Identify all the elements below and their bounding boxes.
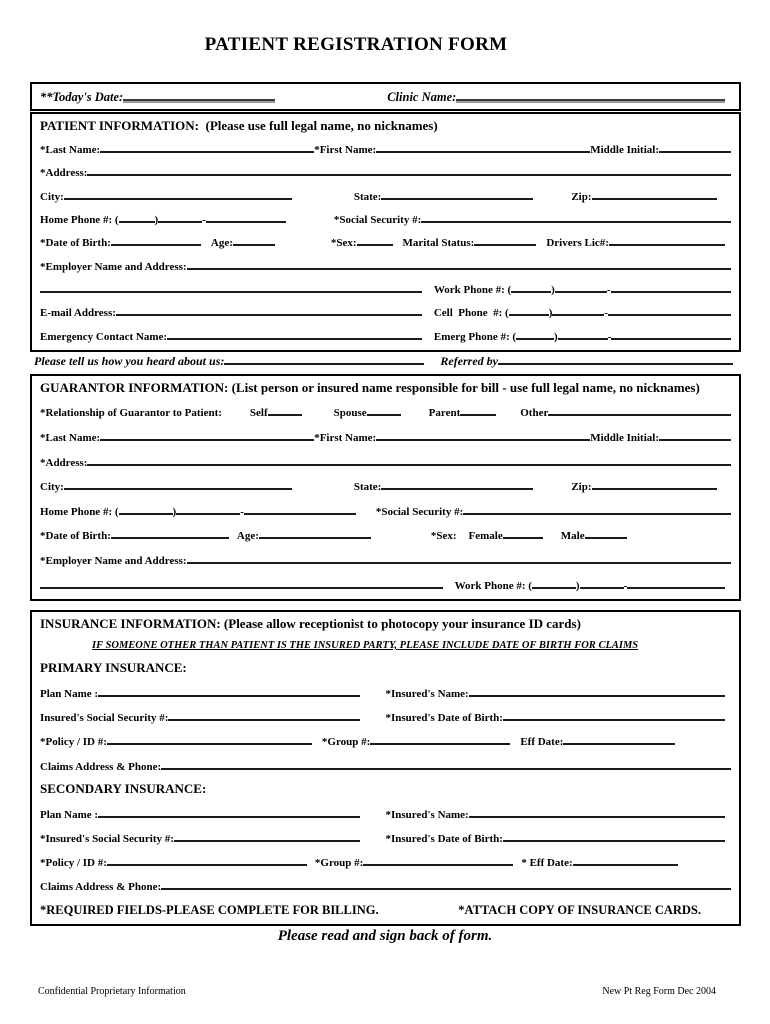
field-label: Middle Initial: xyxy=(590,144,659,157)
spacer xyxy=(302,415,334,416)
spacer xyxy=(422,292,434,293)
field-label: *Employer Name and Address: xyxy=(40,555,187,568)
blank-line[interactable] xyxy=(259,526,371,539)
field-label: *Last Name: xyxy=(40,144,101,157)
field-label: Work Phone #: ( xyxy=(454,579,532,592)
spacer xyxy=(360,696,386,697)
form-row xyxy=(40,88,731,105)
form-row xyxy=(40,708,731,725)
blank-line[interactable] xyxy=(187,551,731,564)
field-label: Plan Name : xyxy=(40,808,99,821)
spacer xyxy=(536,245,546,246)
form-row xyxy=(40,829,731,846)
form-row xyxy=(40,477,731,494)
blank-line[interactable] xyxy=(87,163,731,176)
field-label: Middle Initial: xyxy=(590,431,659,444)
blank-line[interactable] xyxy=(627,576,725,589)
blank-line[interactable] xyxy=(498,352,733,365)
field-label: Insured's Social Security #: xyxy=(40,712,169,724)
form-row xyxy=(40,257,731,274)
blank-line[interactable] xyxy=(363,853,513,866)
form-row xyxy=(40,902,731,918)
blank-line[interactable] xyxy=(187,257,731,270)
spacer xyxy=(457,538,469,539)
field-label: State: xyxy=(353,190,382,203)
blank-line[interactable] xyxy=(585,526,627,539)
field-label: ) xyxy=(548,307,553,320)
field-label: - xyxy=(202,214,206,227)
field-group xyxy=(40,708,386,725)
patient-information-section xyxy=(30,112,741,352)
field-label: *Address: xyxy=(40,456,88,469)
form-row xyxy=(40,502,731,519)
footer-left-text: Confidential Proprietary Information xyxy=(38,986,186,997)
spacer xyxy=(401,415,429,416)
insurance-information-section xyxy=(30,610,741,926)
field-group xyxy=(40,805,386,822)
field-label: *Group #: xyxy=(314,857,364,870)
field-label: *Sex: xyxy=(330,237,357,250)
field-group xyxy=(40,576,455,589)
form-row xyxy=(40,576,731,593)
blank-line[interactable] xyxy=(64,187,292,200)
spacer xyxy=(422,339,434,340)
form-row xyxy=(40,403,731,420)
spacer xyxy=(533,199,571,200)
field-group xyxy=(434,327,731,344)
form-row xyxy=(40,551,731,568)
field-label: Drivers Lic#: xyxy=(546,237,609,250)
spacer xyxy=(701,913,731,914)
blank-line[interactable] xyxy=(119,210,155,223)
form-row xyxy=(40,453,731,470)
field-label: City: xyxy=(40,481,64,494)
form-row xyxy=(40,140,731,157)
field-label: *Date of Birth: xyxy=(40,530,111,543)
spacer xyxy=(422,315,434,316)
blank-line[interactable] xyxy=(40,576,443,589)
blank-line[interactable] xyxy=(370,732,510,745)
field-label: Home Phone #: ( xyxy=(40,214,119,227)
blank-line[interactable] xyxy=(563,732,675,745)
form-row xyxy=(40,684,731,701)
form-row xyxy=(40,163,731,180)
blank-line[interactable] xyxy=(609,233,725,246)
field-label: *Address: xyxy=(40,167,88,180)
spacer xyxy=(543,538,561,539)
spacer xyxy=(725,245,731,246)
field-label: Eff Date: xyxy=(520,736,564,749)
spacer xyxy=(286,222,334,223)
blank-line[interactable] xyxy=(555,280,607,293)
blank-line[interactable] xyxy=(376,428,590,441)
field-label: Home Phone #: ( xyxy=(40,505,119,518)
spacer xyxy=(510,744,520,745)
blank-line[interactable] xyxy=(244,502,356,515)
field-group xyxy=(386,684,732,701)
spacer xyxy=(371,538,431,539)
field-label: Male xyxy=(560,530,585,543)
field-label: *Insured's Name: xyxy=(385,808,469,821)
blank-line[interactable] xyxy=(206,210,286,223)
blank-line[interactable] xyxy=(516,327,554,340)
form-row xyxy=(40,187,731,204)
spacer xyxy=(307,865,315,866)
field-group xyxy=(40,829,386,846)
form-row xyxy=(40,781,731,798)
spacer xyxy=(717,199,731,200)
blank-line[interactable] xyxy=(421,210,731,223)
sign-back-note: Please read and sign back of form. xyxy=(277,928,493,944)
field-label: - xyxy=(606,284,611,296)
field-label: Female xyxy=(468,530,503,543)
field-label: PRIMARY INSURANCE: xyxy=(40,659,187,675)
spacer xyxy=(275,245,331,246)
blank-line[interactable] xyxy=(64,477,292,490)
field-label: *Social Security #: xyxy=(333,214,422,227)
blank-line[interactable] xyxy=(469,805,725,818)
field-group xyxy=(386,829,732,846)
blank-line[interactable] xyxy=(474,233,536,246)
field-label: *First Name: xyxy=(314,144,377,157)
spacer xyxy=(533,489,571,490)
spacer xyxy=(678,865,731,866)
spacer xyxy=(725,100,731,101)
spacer xyxy=(275,100,387,101)
spacer xyxy=(725,841,731,842)
blank-line[interactable] xyxy=(381,477,533,490)
field-group xyxy=(40,280,434,293)
field-group xyxy=(40,327,434,344)
blank-line[interactable] xyxy=(511,280,551,293)
spacer xyxy=(312,744,322,745)
field-label: Marital Status: xyxy=(402,237,475,250)
blank-line[interactable] xyxy=(168,708,359,721)
blank-line[interactable] xyxy=(460,403,496,416)
blank-line[interactable] xyxy=(161,877,731,890)
field-label: Zip: xyxy=(571,190,592,203)
spacer xyxy=(717,489,731,490)
field-label: - xyxy=(604,307,609,320)
spacer xyxy=(725,588,731,589)
spacer xyxy=(360,841,386,842)
field-label: *Group #: xyxy=(321,736,371,749)
field-label: Spouse xyxy=(333,407,367,420)
blank-line[interactable] xyxy=(611,280,731,293)
field-label: IF SOMEONE OTHER THAN PATIENT IS THE INSURED PARTY, PLEASE INCLUDE DATE OF BIRTH FOR CLAIMS xyxy=(92,639,639,651)
field-label: *Sex: xyxy=(430,530,457,543)
field-label: *Last Name: xyxy=(40,431,101,444)
insurance-section-header: INSURANCE INFORMATION: (Please allow receptionist to photocopy your insurance ID cards) xyxy=(40,616,581,631)
field-label: *Relationship of Guarantor to Patient: xyxy=(40,407,222,420)
field-label: City: xyxy=(40,190,64,203)
field-label: *Policy / ID #: xyxy=(40,857,107,870)
blank-line[interactable] xyxy=(611,327,731,340)
field-label: *Date of Birth: xyxy=(40,237,111,250)
field-label: ) xyxy=(172,505,177,518)
blank-line[interactable] xyxy=(116,303,422,316)
blank-line[interactable] xyxy=(509,303,549,316)
field-group xyxy=(455,576,731,593)
field-label: Claims Address & Phone: xyxy=(40,760,162,773)
blank-line[interactable] xyxy=(552,303,604,316)
blank-line[interactable] xyxy=(107,853,307,866)
field-label: Clinic Name: xyxy=(387,89,457,104)
blank-line[interactable] xyxy=(111,233,201,246)
field-label: *First Name: xyxy=(314,431,377,444)
blank-line[interactable] xyxy=(40,280,422,293)
spacer xyxy=(513,865,521,866)
blank-line[interactable] xyxy=(503,829,725,842)
spacer xyxy=(201,245,211,246)
field-group xyxy=(40,303,434,320)
blank-line[interactable] xyxy=(100,428,314,441)
blank-line[interactable] xyxy=(224,352,424,365)
field-label: *REQUIRED FIELDS-PLEASE COMPLETE FOR BILLING. xyxy=(40,902,379,917)
field-label: ) xyxy=(575,579,580,592)
field-label: Parent xyxy=(428,407,461,420)
blank-line[interactable] xyxy=(608,303,731,316)
blank-line[interactable] xyxy=(592,477,717,490)
field-label: - xyxy=(240,505,244,518)
blank-line[interactable] xyxy=(376,140,590,153)
field-label: Plan Name : xyxy=(40,687,99,700)
form-row xyxy=(40,639,731,653)
spacer xyxy=(443,588,455,589)
field-label: *Social Security #: xyxy=(375,505,464,518)
field-label: *Policy / ID #: xyxy=(40,736,107,749)
field-label: Age: xyxy=(236,530,259,543)
blank-line[interactable] xyxy=(381,187,533,200)
blank-line[interactable] xyxy=(367,403,401,416)
field-label: Emerg Phone #: ( xyxy=(433,330,517,343)
form-row xyxy=(40,805,731,822)
form-row xyxy=(40,526,731,543)
field-label: Referred by xyxy=(440,354,499,368)
form-row xyxy=(40,877,731,894)
field-label: * Eff Date: xyxy=(521,857,573,870)
form-row xyxy=(40,732,731,749)
field-label: ) xyxy=(154,214,159,227)
spacer xyxy=(292,199,354,200)
field-label: *Insured's Social Security #: xyxy=(40,832,174,845)
blank-line[interactable] xyxy=(503,708,725,721)
blank-line[interactable] xyxy=(111,526,229,539)
field-label: **Today's Date: xyxy=(40,89,124,104)
blank-line[interactable] xyxy=(558,327,608,340)
blank-line[interactable] xyxy=(503,526,543,539)
field-group xyxy=(434,280,731,297)
spacer xyxy=(292,489,354,490)
spacer xyxy=(496,415,520,416)
field-label: Age: xyxy=(210,237,233,250)
form-row xyxy=(40,280,731,297)
blank-line[interactable] xyxy=(532,576,576,589)
form-row xyxy=(40,428,731,445)
form-row xyxy=(40,233,731,250)
form-row xyxy=(40,210,731,227)
field-label: Zip: xyxy=(571,481,592,494)
spacer xyxy=(360,817,386,818)
field-label: Emergency Contact Name: xyxy=(40,330,168,343)
heard-about-us-row xyxy=(30,352,741,370)
field-group xyxy=(386,805,732,822)
blank-line[interactable] xyxy=(98,805,359,818)
spacer xyxy=(725,817,731,818)
spacer xyxy=(222,415,250,416)
blank-line[interactable] xyxy=(548,403,731,416)
field-label: *Insured's Date of Birth: xyxy=(385,832,503,845)
date-clinic-box xyxy=(30,82,741,111)
blank-line[interactable] xyxy=(573,853,678,866)
field-label: Work Phone #: ( xyxy=(433,284,512,296)
field-label: *Insured's Date of Birth: xyxy=(385,712,503,724)
blank-line[interactable] xyxy=(87,453,731,466)
blank-line[interactable] xyxy=(100,140,314,153)
field-label: ) xyxy=(551,284,555,296)
field-label: E-mail Address: xyxy=(40,307,116,320)
field-group xyxy=(40,684,386,701)
field-label: - xyxy=(607,330,612,343)
spacer xyxy=(424,364,440,365)
blank-line[interactable] xyxy=(119,502,173,515)
spacer xyxy=(725,720,731,721)
form-row xyxy=(40,757,731,774)
field-label: Self xyxy=(249,407,268,420)
spacer xyxy=(627,538,667,539)
field-label: ) xyxy=(554,330,558,343)
blank-line[interactable] xyxy=(158,210,202,223)
spacer xyxy=(379,913,459,914)
blank-line[interactable] xyxy=(98,684,359,697)
field-label: Cell Phone #: ( xyxy=(433,307,509,320)
blank-line[interactable] xyxy=(580,576,624,589)
blank-line[interactable] xyxy=(174,829,360,842)
form-row xyxy=(40,853,731,870)
field-label: State: xyxy=(353,481,382,494)
guarantor-information-section xyxy=(30,374,741,601)
spacer xyxy=(229,538,237,539)
spacer xyxy=(393,245,403,246)
blank-line[interactable] xyxy=(107,732,312,745)
page-footer xyxy=(38,986,716,997)
blank-line[interactable] xyxy=(456,88,725,101)
spacer xyxy=(733,364,737,365)
field-label: *Employer Name and Address: xyxy=(40,260,187,273)
blank-line[interactable] xyxy=(167,327,422,340)
blank-line[interactable] xyxy=(123,88,275,101)
blank-line[interactable] xyxy=(592,187,717,200)
field-label: Claims Address & Phone: xyxy=(40,881,162,894)
patient-section-header: PATIENT INFORMATION: (Please use full legal name, no nicknames) xyxy=(40,118,438,133)
spacer xyxy=(725,696,731,697)
field-label: *Insured's Name: xyxy=(385,687,469,700)
form-row xyxy=(40,660,731,677)
footer-right-text: New Pt Reg Form Dec 2004 xyxy=(602,986,716,997)
field-group xyxy=(386,708,732,725)
form-row xyxy=(34,352,737,370)
field-group xyxy=(434,303,731,320)
field-label: Other xyxy=(520,407,549,420)
form-row xyxy=(40,327,731,344)
spacer xyxy=(675,744,731,745)
guarantor-section-header: GUARANTOR INFORMATION: (List person or insured name responsible for bill - use full legal name, no nicknames) xyxy=(40,380,700,395)
field-label: *ATTACH COPY OF INSURANCE CARDS. xyxy=(458,902,701,917)
field-label: - xyxy=(623,579,628,592)
blank-line[interactable] xyxy=(469,684,725,697)
form-row xyxy=(40,303,731,320)
field-label: SECONDARY INSURANCE: xyxy=(40,780,207,796)
blank-line[interactable] xyxy=(176,502,240,515)
page-title: PATIENT REGISTRATION FORM xyxy=(204,34,508,55)
spacer xyxy=(356,514,376,515)
blank-line[interactable] xyxy=(233,233,275,246)
blank-line[interactable] xyxy=(463,502,731,515)
blank-line[interactable] xyxy=(659,428,731,441)
blank-line[interactable] xyxy=(659,140,731,153)
blank-line[interactable] xyxy=(161,757,731,770)
field-label: Please tell us how you heard about us: xyxy=(34,354,225,368)
spacer xyxy=(360,720,386,721)
blank-line[interactable] xyxy=(268,403,302,416)
blank-line[interactable] xyxy=(357,233,393,246)
